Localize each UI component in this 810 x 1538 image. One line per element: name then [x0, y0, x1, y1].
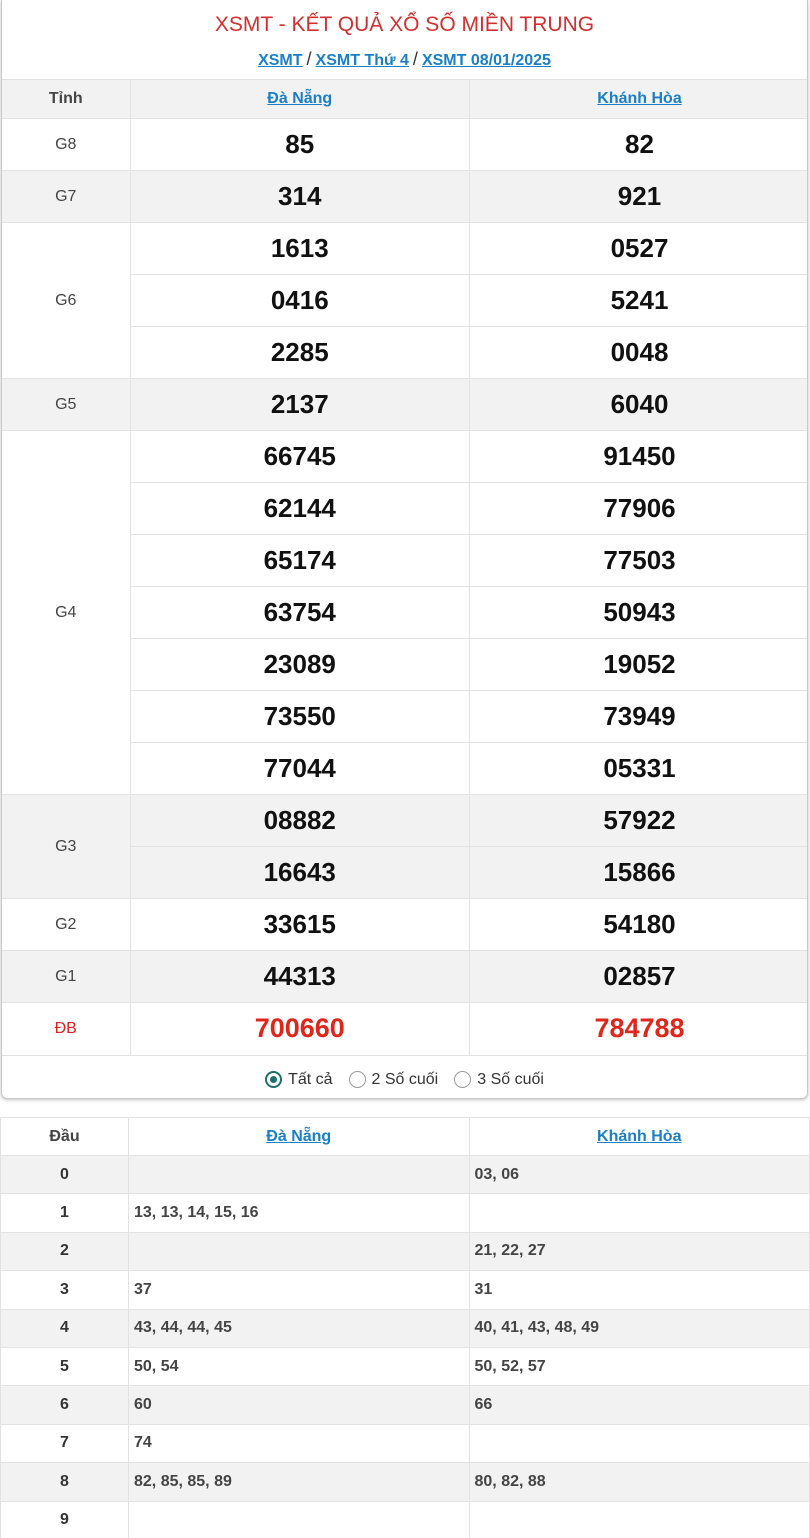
dau-values-danang: 74 — [129, 1424, 470, 1462]
radio-button-icon[interactable] — [454, 1071, 471, 1088]
prize-number: 77044 — [130, 743, 470, 795]
prize-number: 54180 — [470, 899, 809, 951]
breadcrumb-link-xsmt-thu4[interactable]: XSMT Thứ 4 — [315, 52, 409, 69]
province-link-danang[interactable]: Đà Nẵng — [267, 90, 333, 107]
prize-row — [2, 899, 808, 951]
radio-button-icon[interactable] — [265, 1071, 282, 1088]
prize-number: 19052 — [470, 639, 809, 691]
digit-filter — [2, 1055, 807, 1100]
prize-number: 314 — [130, 171, 470, 223]
dau-link-danang[interactable]: Đà Nẵng — [266, 1127, 332, 1145]
special-prize-number: 784788 — [470, 1003, 809, 1055]
dau-values-danang: 82, 85, 85, 89 — [129, 1463, 470, 1501]
prize-number: 08882 — [130, 795, 470, 847]
prize-number: 5241 — [470, 275, 809, 327]
prize-number: 0416 — [130, 275, 470, 327]
column-header-khanhhoa — [470, 80, 809, 119]
prize-number: 05331 — [470, 743, 809, 795]
dau-values-khanhhoa: 03, 06 — [469, 1156, 810, 1194]
dau-values-khanhhoa — [469, 1501, 810, 1538]
dau-head-digit: 7 — [1, 1424, 129, 1462]
breadcrumb-separator: / — [306, 49, 312, 69]
dau-row — [1, 1309, 810, 1347]
prize-row — [2, 223, 808, 275]
column-header-danang — [130, 80, 470, 119]
special-prize-number: 700660 — [130, 1003, 470, 1055]
prize-number: 77503 — [470, 535, 809, 587]
prize-number: 23089 — [130, 639, 470, 691]
prize-number: 921 — [470, 171, 809, 223]
filter-option-label: 2 Số cuối — [371, 1070, 439, 1088]
prize-row — [2, 431, 808, 483]
dau-values-khanhhoa — [469, 1194, 810, 1232]
prize-number: 63754 — [130, 587, 470, 639]
filter-option-label: 3 Số cuối — [477, 1070, 544, 1088]
prize-number: 02857 — [470, 951, 809, 1003]
prize-number: 44313 — [130, 951, 470, 1003]
column-header-province: Tỉnh — [2, 80, 130, 119]
filter-option[interactable] — [454, 1071, 544, 1089]
dau-values-khanhhoa — [469, 1424, 810, 1462]
prize-label: ĐB — [2, 1003, 130, 1055]
dau-row — [1, 1194, 810, 1232]
dau-head-digit: 4 — [1, 1309, 129, 1347]
filter-option-label: Tất cả — [288, 1070, 333, 1088]
dau-header-khanhhoa — [469, 1118, 810, 1156]
dau-values-danang: 43, 44, 44, 45 — [129, 1309, 470, 1347]
results-card — [1, 0, 808, 1099]
dau-values-khanhhoa: 66 — [469, 1386, 810, 1424]
prize-number: 50943 — [470, 587, 809, 639]
filter-option[interactable] — [349, 1071, 439, 1089]
dau-link-khanhhoa[interactable]: Khánh Hòa — [597, 1127, 682, 1145]
dau-head-digit: 0 — [1, 1156, 129, 1194]
results-table — [2, 79, 808, 1055]
breadcrumb-link-xsmt[interactable]: XSMT — [258, 52, 303, 69]
prize-number: 6040 — [470, 379, 809, 431]
dau-values-danang: 13, 13, 14, 15, 16 — [129, 1194, 470, 1232]
prize-label: G5 — [2, 379, 130, 431]
dau-values-danang: 37 — [129, 1271, 470, 1309]
prize-number: 57922 — [470, 795, 809, 847]
breadcrumb — [2, 44, 807, 79]
prize-number: 73949 — [470, 691, 809, 743]
prize-number: 62144 — [130, 483, 470, 535]
dau-header-danang — [129, 1118, 470, 1156]
dau-row — [1, 1386, 810, 1424]
prize-row — [2, 119, 808, 171]
dau-values-khanhhoa: 31 — [469, 1271, 810, 1309]
dau-head-digit: 3 — [1, 1271, 129, 1309]
dau-values-danang: 60 — [129, 1386, 470, 1424]
column-header-dau: Đầu — [1, 1118, 129, 1156]
prize-row — [2, 379, 808, 431]
prize-label: G4 — [2, 431, 130, 795]
prize-number: 65174 — [130, 535, 470, 587]
dau-head-digit: 2 — [1, 1232, 129, 1270]
dau-head-digit: 5 — [1, 1347, 129, 1385]
prize-number: 15866 — [470, 847, 809, 899]
prize-label: G1 — [2, 951, 130, 1003]
prize-number: 0527 — [470, 223, 809, 275]
prize-row — [2, 1003, 808, 1055]
prize-row — [2, 951, 808, 1003]
dau-row — [1, 1424, 810, 1462]
prize-number: 91450 — [470, 431, 809, 483]
prize-number: 16643 — [130, 847, 470, 899]
dau-row — [1, 1463, 810, 1501]
dau-values-khanhhoa: 21, 22, 27 — [469, 1232, 810, 1270]
prize-number: 1613 — [130, 223, 470, 275]
prize-number: 33615 — [130, 899, 470, 951]
prize-row — [2, 795, 808, 847]
prize-number: 2137 — [130, 379, 470, 431]
dau-head-digit: 1 — [1, 1194, 129, 1232]
filter-option[interactable] — [265, 1071, 332, 1089]
dau-head-digit: 9 — [1, 1501, 129, 1538]
prize-number: 66745 — [130, 431, 470, 483]
dau-values-danang — [129, 1501, 470, 1538]
province-link-khanhhoa[interactable]: Khánh Hòa — [597, 90, 682, 107]
prize-number: 85 — [130, 119, 470, 171]
dau-values-danang — [129, 1156, 470, 1194]
dau-row — [1, 1347, 810, 1385]
page-title: XSMT - KẾT QUẢ XỔ SỐ MIỀN TRUNG — [214, 13, 595, 36]
breadcrumb-link-date[interactable]: XSMT 08/01/2025 — [421, 52, 551, 69]
prize-number: 2285 — [130, 327, 470, 379]
dau-values-danang: 50, 54 — [129, 1347, 470, 1385]
dau-head-digit: 6 — [1, 1386, 129, 1424]
prize-label: G7 — [2, 171, 130, 223]
prize-label: G8 — [2, 119, 130, 171]
prize-label: G3 — [2, 795, 130, 899]
radio-button-icon[interactable] — [349, 1071, 366, 1088]
dau-head-digit: 8 — [1, 1463, 129, 1501]
dau-values-khanhhoa: 80, 82, 88 — [469, 1463, 810, 1501]
breadcrumb-separator: / — [412, 49, 418, 69]
prize-number: 77906 — [470, 483, 809, 535]
prize-label: G2 — [2, 899, 130, 951]
dau-table — [0, 1117, 810, 1538]
prize-number: 82 — [470, 119, 809, 171]
dau-values-khanhhoa: 40, 41, 43, 48, 49 — [469, 1309, 810, 1347]
dau-values-danang — [129, 1232, 470, 1270]
dau-row — [1, 1156, 810, 1194]
dau-row — [1, 1501, 810, 1538]
prize-number: 73550 — [130, 691, 470, 743]
prize-row — [2, 171, 808, 223]
dau-row — [1, 1232, 810, 1270]
prize-label: G6 — [2, 223, 130, 379]
dau-values-khanhhoa: 50, 52, 57 — [469, 1347, 810, 1385]
dau-row — [1, 1271, 810, 1309]
prize-number: 0048 — [470, 327, 809, 379]
